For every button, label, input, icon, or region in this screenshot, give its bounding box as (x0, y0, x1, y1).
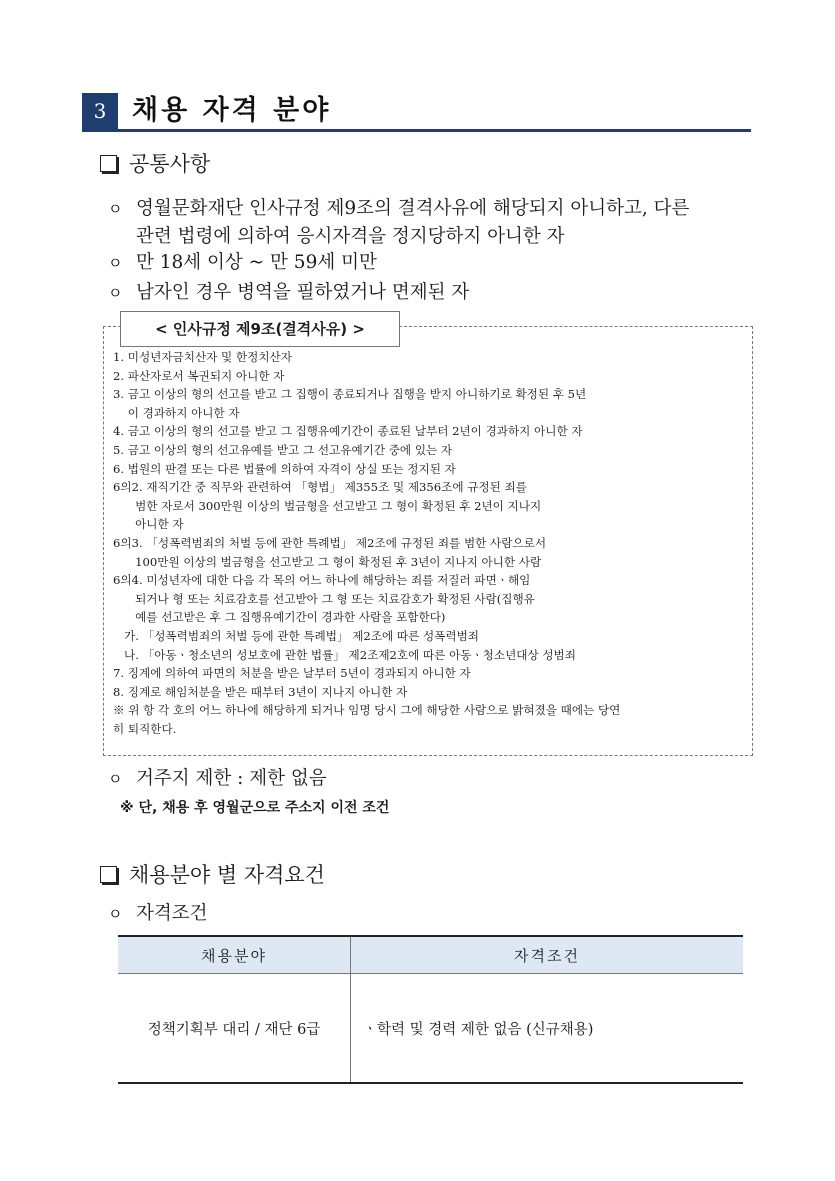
checkbox-square-icon (100, 155, 117, 172)
regulation-line: 범한 자로서 300만원 이상의 벌금형을 선고받고 그 형이 확정된 후 2년이 지나지 (113, 498, 542, 513)
regulation-line: 6의4. 미성년자에 대한 다음 각 목의 어느 하나에 해당하는 죄를 저질러 파면ㆍ해임 (113, 573, 531, 588)
common-item-1-line-1: 영월문화재단 인사규정 제9조의 결격사유에 해당되지 아니하고, 다른 (136, 198, 690, 219)
table-header-condition: 자격조건 (351, 936, 744, 974)
regulation-line: 8. 징계로 해임처분을 받은 때부터 3년이 지나지 아니한 자 (113, 684, 408, 699)
regulation-line: 아니한 자 (113, 517, 184, 532)
qualifications-heading (100, 862, 325, 888)
circle-bullet-icon: ㅇ (108, 284, 123, 302)
regulation-line: 4. 금고 이상의 형의 선고를 받고 그 집행유예기간이 종료된 날부터 2년이 경과하지 아니한 자 (113, 424, 583, 439)
regulation-line: 되거나 형 또는 치료감호를 선고받아 그 형 또는 치료감호가 확정된 사람(집행유 (113, 591, 535, 606)
qualifications-heading-text: 채용분야 별 자격요건 (129, 863, 325, 887)
regulation-line: 6의3. 「성폭력범죄의 처벌 등에 관한 특례법」 제2조에 규정된 죄를 범한 사람으로서 (113, 535, 547, 550)
section-divider (82, 129, 751, 132)
circle-bullet-icon: ㅇ (108, 254, 123, 272)
circle-bullet-icon: ㅇ (108, 200, 123, 218)
regulation-line: 예를 선고받은 후 그 집행유예기간이 경과한 사람을 포함한다) (113, 610, 446, 625)
common-item-3-text: 남자인 경우 병역을 필하였거나 면제된 자 (136, 282, 470, 303)
common-item-3 (108, 279, 469, 307)
regulation-line: 1. 미성년자금치산자 및 한정치산자 (113, 350, 292, 364)
regulation-line: 가. 「성폭력범죄의 처벌 등에 관한 특례법」 제2조에 따른 성폭력범죄 (113, 628, 479, 643)
regulation-line: 히 퇴직한다. (113, 721, 177, 736)
table-header-row (118, 936, 743, 974)
common-item-1 (108, 195, 689, 251)
table-cell-condition: ㆍ학력 및 경력 제한 없음 (신규채용) (351, 974, 744, 1084)
section-title: 채용 자격 분야 (132, 95, 332, 126)
common-item-1-line-2: 관련 법령에 의하여 응시자격을 정지당하지 아니한 자 (136, 226, 565, 247)
regulation-line: 6의2. 재직기간 중 직무와 관련하여 「형법」 제355조 및 제356조에 규정된 죄를 (113, 480, 527, 495)
table-header-field: 채용분야 (118, 936, 351, 974)
regulation-line: 100만원 이상의 벌금형을 선고받고 그 형이 확정된 후 3년이 지나지 아니한 사람 (113, 554, 542, 569)
regulation-line: 6. 법원의 판결 또는 다른 법률에 의하여 자격이 상실 또는 정지된 자 (113, 461, 456, 476)
regulation-line: 7. 징계에 의하여 파면의 처분을 받은 날부터 5년이 경과되지 아니한 자 (113, 666, 471, 681)
common-heading-text: 공통사항 (129, 152, 211, 176)
regulation-line: 나. 「아동ㆍ청소년의 성보호에 관한 법률」 제2조제2호에 따른 아동ㆍ청소년대상 성범죄 (113, 647, 576, 662)
common-heading (100, 151, 210, 177)
checkbox-square-icon (100, 866, 117, 883)
circle-bullet-icon: ㅇ (108, 770, 123, 788)
regulation-line: 2. 파산자로서 복권되지 아니한 자 (113, 368, 285, 383)
circle-bullet-icon: ㅇ (108, 905, 123, 923)
table-row (118, 974, 743, 1084)
regulation-line: 5. 금고 이상의 형의 선고유예를 받고 그 선고유예기간 중에 있는 자 (113, 442, 453, 457)
common-item-2-text: 만 18세 이상 ~ 만 59세 미만 (136, 252, 377, 273)
qualifications-sub-label: 자격조건 (136, 903, 208, 924)
table-cell-field: 정책기획부 대리 / 재단 6급 (147, 1021, 321, 1038)
section-number: 3 (82, 93, 118, 129)
regulation-line: 3. 금고 이상의 형의 선고를 받고 그 집행이 종료되거나 집행을 받지 아니하기로 확정된 후 5년 (113, 387, 587, 402)
regulation-lines (113, 348, 749, 738)
residence-item (108, 765, 327, 793)
qualification-table (118, 935, 743, 1084)
regulation-title: < 인사규정 제9조(결격사유) > (120, 311, 400, 347)
residence-text: 거주지 제한 : 제한 없음 (136, 768, 327, 789)
residence-note: ※ 단, 채용 후 영월군으로 주소지 이전 조건 (120, 800, 390, 816)
regulation-line: ※ 위 항 각 호의 어느 하나에 해당하게 되거나 임명 당시 그에 해당한 사람으로 밝혀졌을 때에는 당연 (113, 703, 621, 718)
regulation-line: 이 경과하지 아니한 자 (113, 405, 240, 420)
common-item-2 (108, 249, 377, 277)
qualifications-sub (108, 900, 207, 928)
section-header (82, 93, 751, 131)
